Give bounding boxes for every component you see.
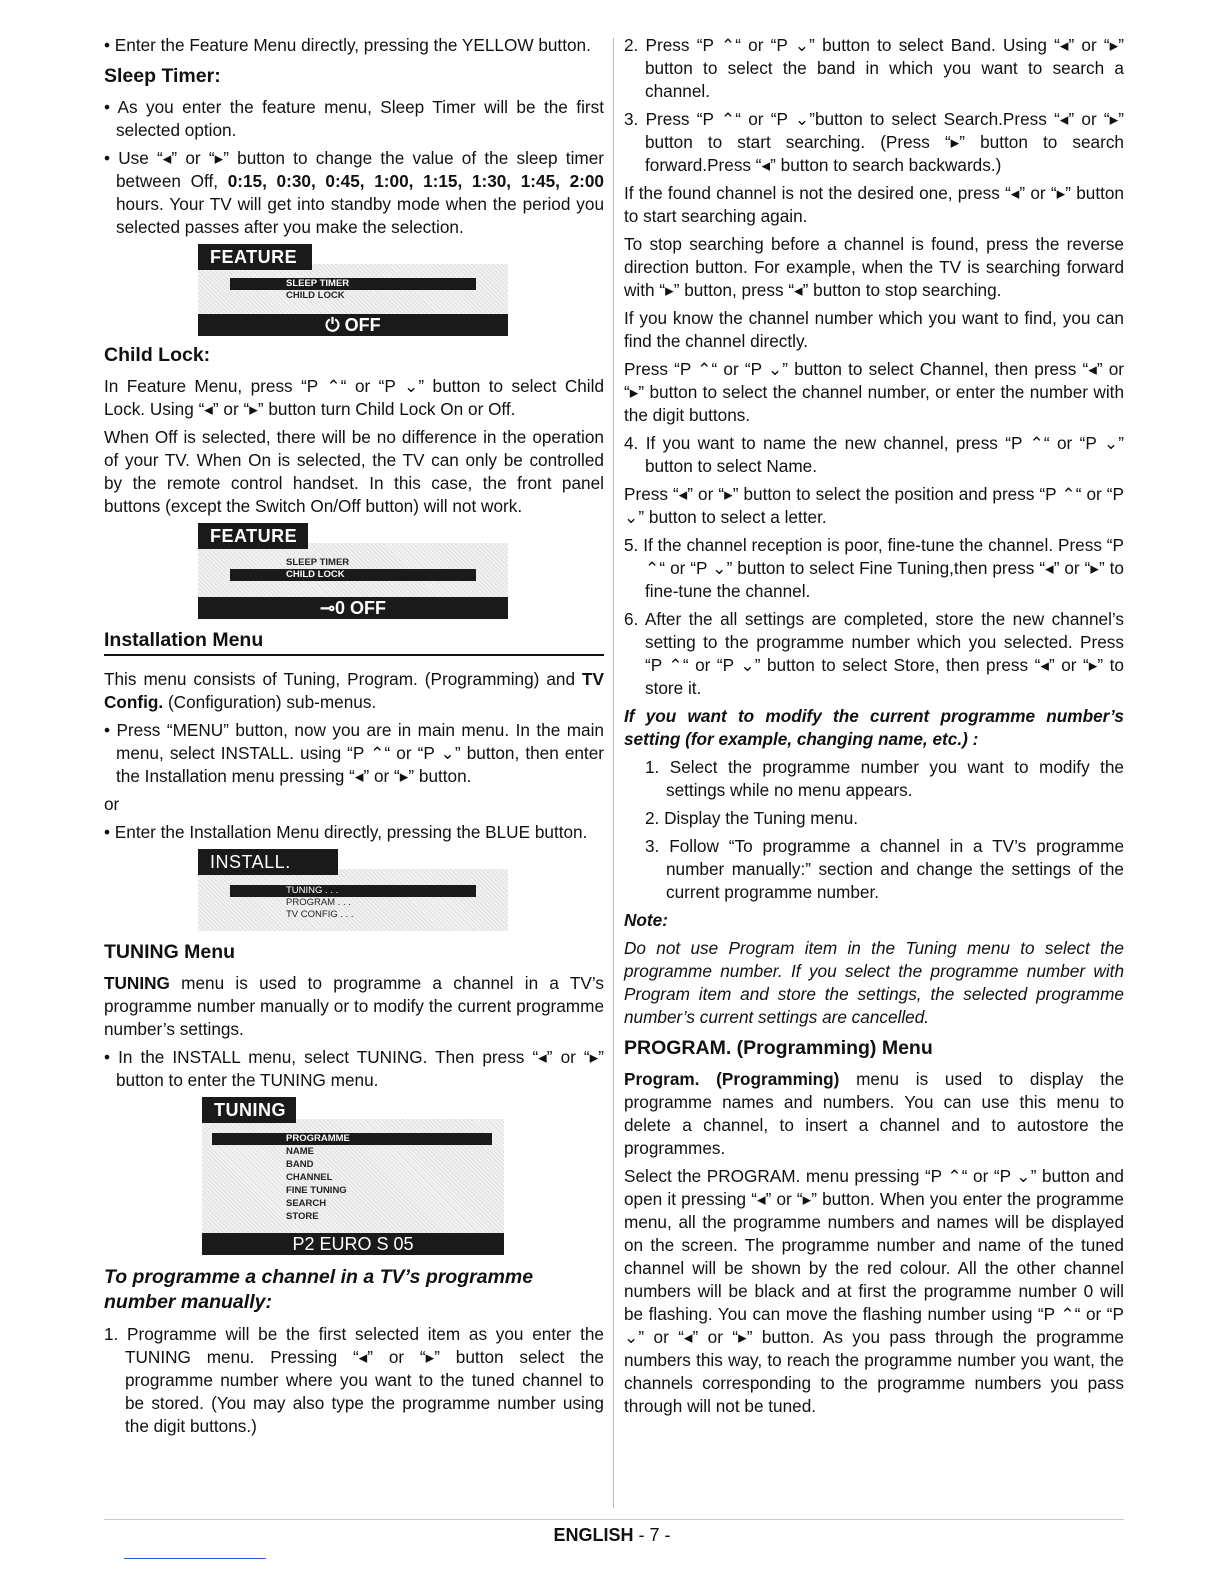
child-lock-paragraph-2: When Off is selected, there will be no difference in the operation of your TV. When On is selected, the TV can only be controlled by the remote control handset. In this case, the front panel buttons (except the Switch On/Off button) will not work. [104, 427, 604, 516]
step-4: 4. If you want to name the new channel, press “P ⌃“ or “P ⌄” button to select Name. [624, 433, 1124, 476]
installation-bullet-1: • Press “MENU” button, now you are in main menu. In the main menu, select INSTALL. using “P ⌃“ or “P ⌄” button, then enter the Installation menu pressing “◂” or “▸” button. [104, 720, 604, 786]
footer-language: ENGLISH [553, 1525, 634, 1545]
note-text: Do not use Program item in the Tuning menu to select the programme number. If you select the programme number with Program item and store the settings, the selected programme number’s current settings are cancelled. [624, 938, 1124, 1027]
osd-tab-title: TUNING [202, 1097, 296, 1123]
modify-step-1: 1. Select the programme number you want to modify the settings while no menu appears. [645, 757, 1124, 800]
modify-step-3: 3. Follow “To programme a channel in a TV’s programme number manually:” section and change the settings of the current programme number. [645, 836, 1124, 902]
program-paragraph-1: Program. (Programming) menu is used to display the programme names and numbers. You can use this menu to delete a channel, to insert a channel and to autostore the programmes. [624, 1069, 1125, 1158]
osd-row: BAND [286, 1159, 314, 1170]
installation-bullet-2: • Enter the Installation Menu directly, pressing the BLUE button. [104, 822, 588, 842]
osd-row: FINE TUNING [286, 1185, 347, 1196]
osd-row: TV CONFIG . . . [286, 909, 354, 920]
step-5: 5. If the channel reception is poor, fine-tune the channel. Press “P ⌃“ or “P ⌄” button to select Fine Tuning,then press “◂” or “▸” to fine-tune the channel. [624, 535, 1124, 601]
tuning-bullet: • In the INSTALL menu, select TUNING. Then press “◂” or “▸” button to enter the TUNING menu. [104, 1047, 604, 1090]
found-channel-paragraph: If the found channel is not the desired one, press “◂” or “▸” button to start searching again. [624, 183, 1124, 226]
sleep-timer-bullet-1: • As you enter the feature menu, Sleep Timer will be the first selected option. [104, 97, 604, 140]
select-letter-paragraph: Press “◂” or “▸” button to select the position and press “P ⌃“ or “P ⌄” button to select a letter. [624, 484, 1124, 527]
modify-step-2: 2. Display the Tuning menu. [645, 808, 859, 828]
right-column [624, 34, 1124, 1423]
step-1: 1. Programme will be the first selected item as you enter the TUNING menu. Pressing “◂” or “▸” button select the programme number where you want to the tuned channel to be stored. (You may also type the programme number using the digit buttons.) [104, 1324, 604, 1436]
page-number: - 7 - [633, 1525, 671, 1545]
know-channel-paragraph: If you know the channel number which you want to find, you can find the channel directly. [624, 308, 1124, 351]
blue-underline [124, 1558, 266, 1559]
installation-menu-heading: Installation Menu [104, 629, 604, 656]
osd-row: SLEEP TIMER [230, 278, 476, 290]
feature-yellow-bullet: • Enter the Feature Menu directly, pressing the YELLOW button. [104, 35, 591, 55]
feature-menu-sleep-screenshot [198, 244, 508, 336]
tuning-menu-heading: TUNING Menu [104, 941, 236, 963]
tuning-menu-screenshot [202, 1097, 504, 1257]
stop-search-paragraph: To stop searching before a channel is found, press the reverse direction button. For example, when the TV is searching forward with “▸” button, press “◂” button to stop searching. [624, 234, 1124, 300]
child-lock-paragraph-1: In Feature Menu, press “P ⌃“ or “P ⌄” button to select Child Lock. Using “◂” or “▸” button turn Child Lock On or Off. [104, 376, 604, 419]
osd-tab-title: FEATURE [198, 523, 308, 549]
page-footer [0, 1524, 1224, 1547]
or-text: or [104, 794, 120, 814]
sleep-timer-bullet-2: • Use “◂” or “▸” button to change the value of the sleep timer between Off, 0:15, 0:30, 0:45, 1:00, 1:15, 1:30, 1:45, 2:00 hours. Your TV will get into standby mode when the period you selected passes after you make the selection. [104, 148, 604, 237]
osd-row: CHILD LOCK [286, 290, 345, 301]
step-3: 3. Press “P ⌃“ or “P ⌄”button to select Search.Press “◂” or “▸” button to start searching. (Press “▸” button to search forward.Press “◂” button to search backwards.) [624, 109, 1124, 175]
note-label: Note: [624, 910, 668, 930]
osd-footer: P2 EURO S 05 [202, 1233, 504, 1255]
column-divider [613, 38, 614, 1508]
manual-programming-heading: To programme a channel in a TV’s programme number manually: [104, 1266, 534, 1313]
osd-row: NAME [286, 1146, 314, 1157]
osd-footer: ⏻ OFF [198, 314, 508, 336]
modify-heading: If you want to modify the current programme number’s setting (for example, changing name, etc.) : [624, 706, 1124, 749]
step-6: 6. After the all settings are completed, store the new channel’s setting to the programme number which you selected. Press “P ⌃“ or “P ⌄” button to select Store, then press “◂” or “▸” to store it. [624, 609, 1124, 698]
osd-row: PROGRAM . . . [286, 897, 351, 908]
osd-row: PROGRAMME [212, 1133, 492, 1145]
tuning-paragraph: TUNING menu is used to programme a channel in a TV’s programme number manually or to modify the current programme number’s settings. [104, 973, 604, 1039]
osd-tab-title: INSTALL. [198, 849, 338, 875]
install-menu-screenshot [198, 849, 508, 933]
osd-row: SLEEP TIMER [286, 557, 350, 568]
osd-row: CHILD LOCK [230, 569, 476, 581]
program-paragraph-2: Select the PROGRAM. menu pressing “P ⌃“ or “P ⌄” button and open it pressing “◂” or “▸” button. When you enter the programme menu, all the programme numbers and names will be displayed on the screen. The programme number and name of the tuned channel will be shown by the red colour. All the other channel numbers will be black and at first the programme number 0 will be flashing. You can move the flashing number using “P ⌃“ or “P ⌄” or “◂” or “▸” button. As you pass through the programme numbers this way, to reach the programme number you want, the channels corresponding to the programme numbers you pass through will not be tuned. [624, 1166, 1124, 1416]
feature-menu-childlock-screenshot [198, 523, 508, 621]
child-lock-heading: Child Lock: [104, 344, 211, 366]
step-2: 2. Press “P ⌃“ or “P ⌄” button to select Band. Using “◂” or “▸” button to select the band in which you want to search a channel. [624, 35, 1124, 101]
osd-row: CHANNEL [286, 1172, 333, 1183]
osd-tab-title: FEATURE [198, 244, 312, 270]
osd-row: SEARCH [286, 1198, 327, 1209]
footer-rule [104, 1519, 1124, 1520]
installation-paragraph: This menu consists of Tuning, Program. (Programming) and TV Config. (Configuration) sub-menus. [104, 669, 604, 712]
sleep-timer-heading: Sleep Timer: [104, 65, 221, 87]
select-channel-paragraph: Press “P ⌃“ or “P ⌄” button to select Channel, then press “◂” or “▸” button to select the channel number, or enter the number with the digit buttons. [624, 359, 1124, 425]
program-menu-heading: PROGRAM. (Programming) Menu [624, 1037, 933, 1059]
osd-footer: ⊸0 OFF [198, 597, 508, 619]
left-column [104, 34, 604, 1443]
osd-row: TUNING . . . [230, 885, 476, 897]
osd-row: STORE [286, 1211, 319, 1222]
